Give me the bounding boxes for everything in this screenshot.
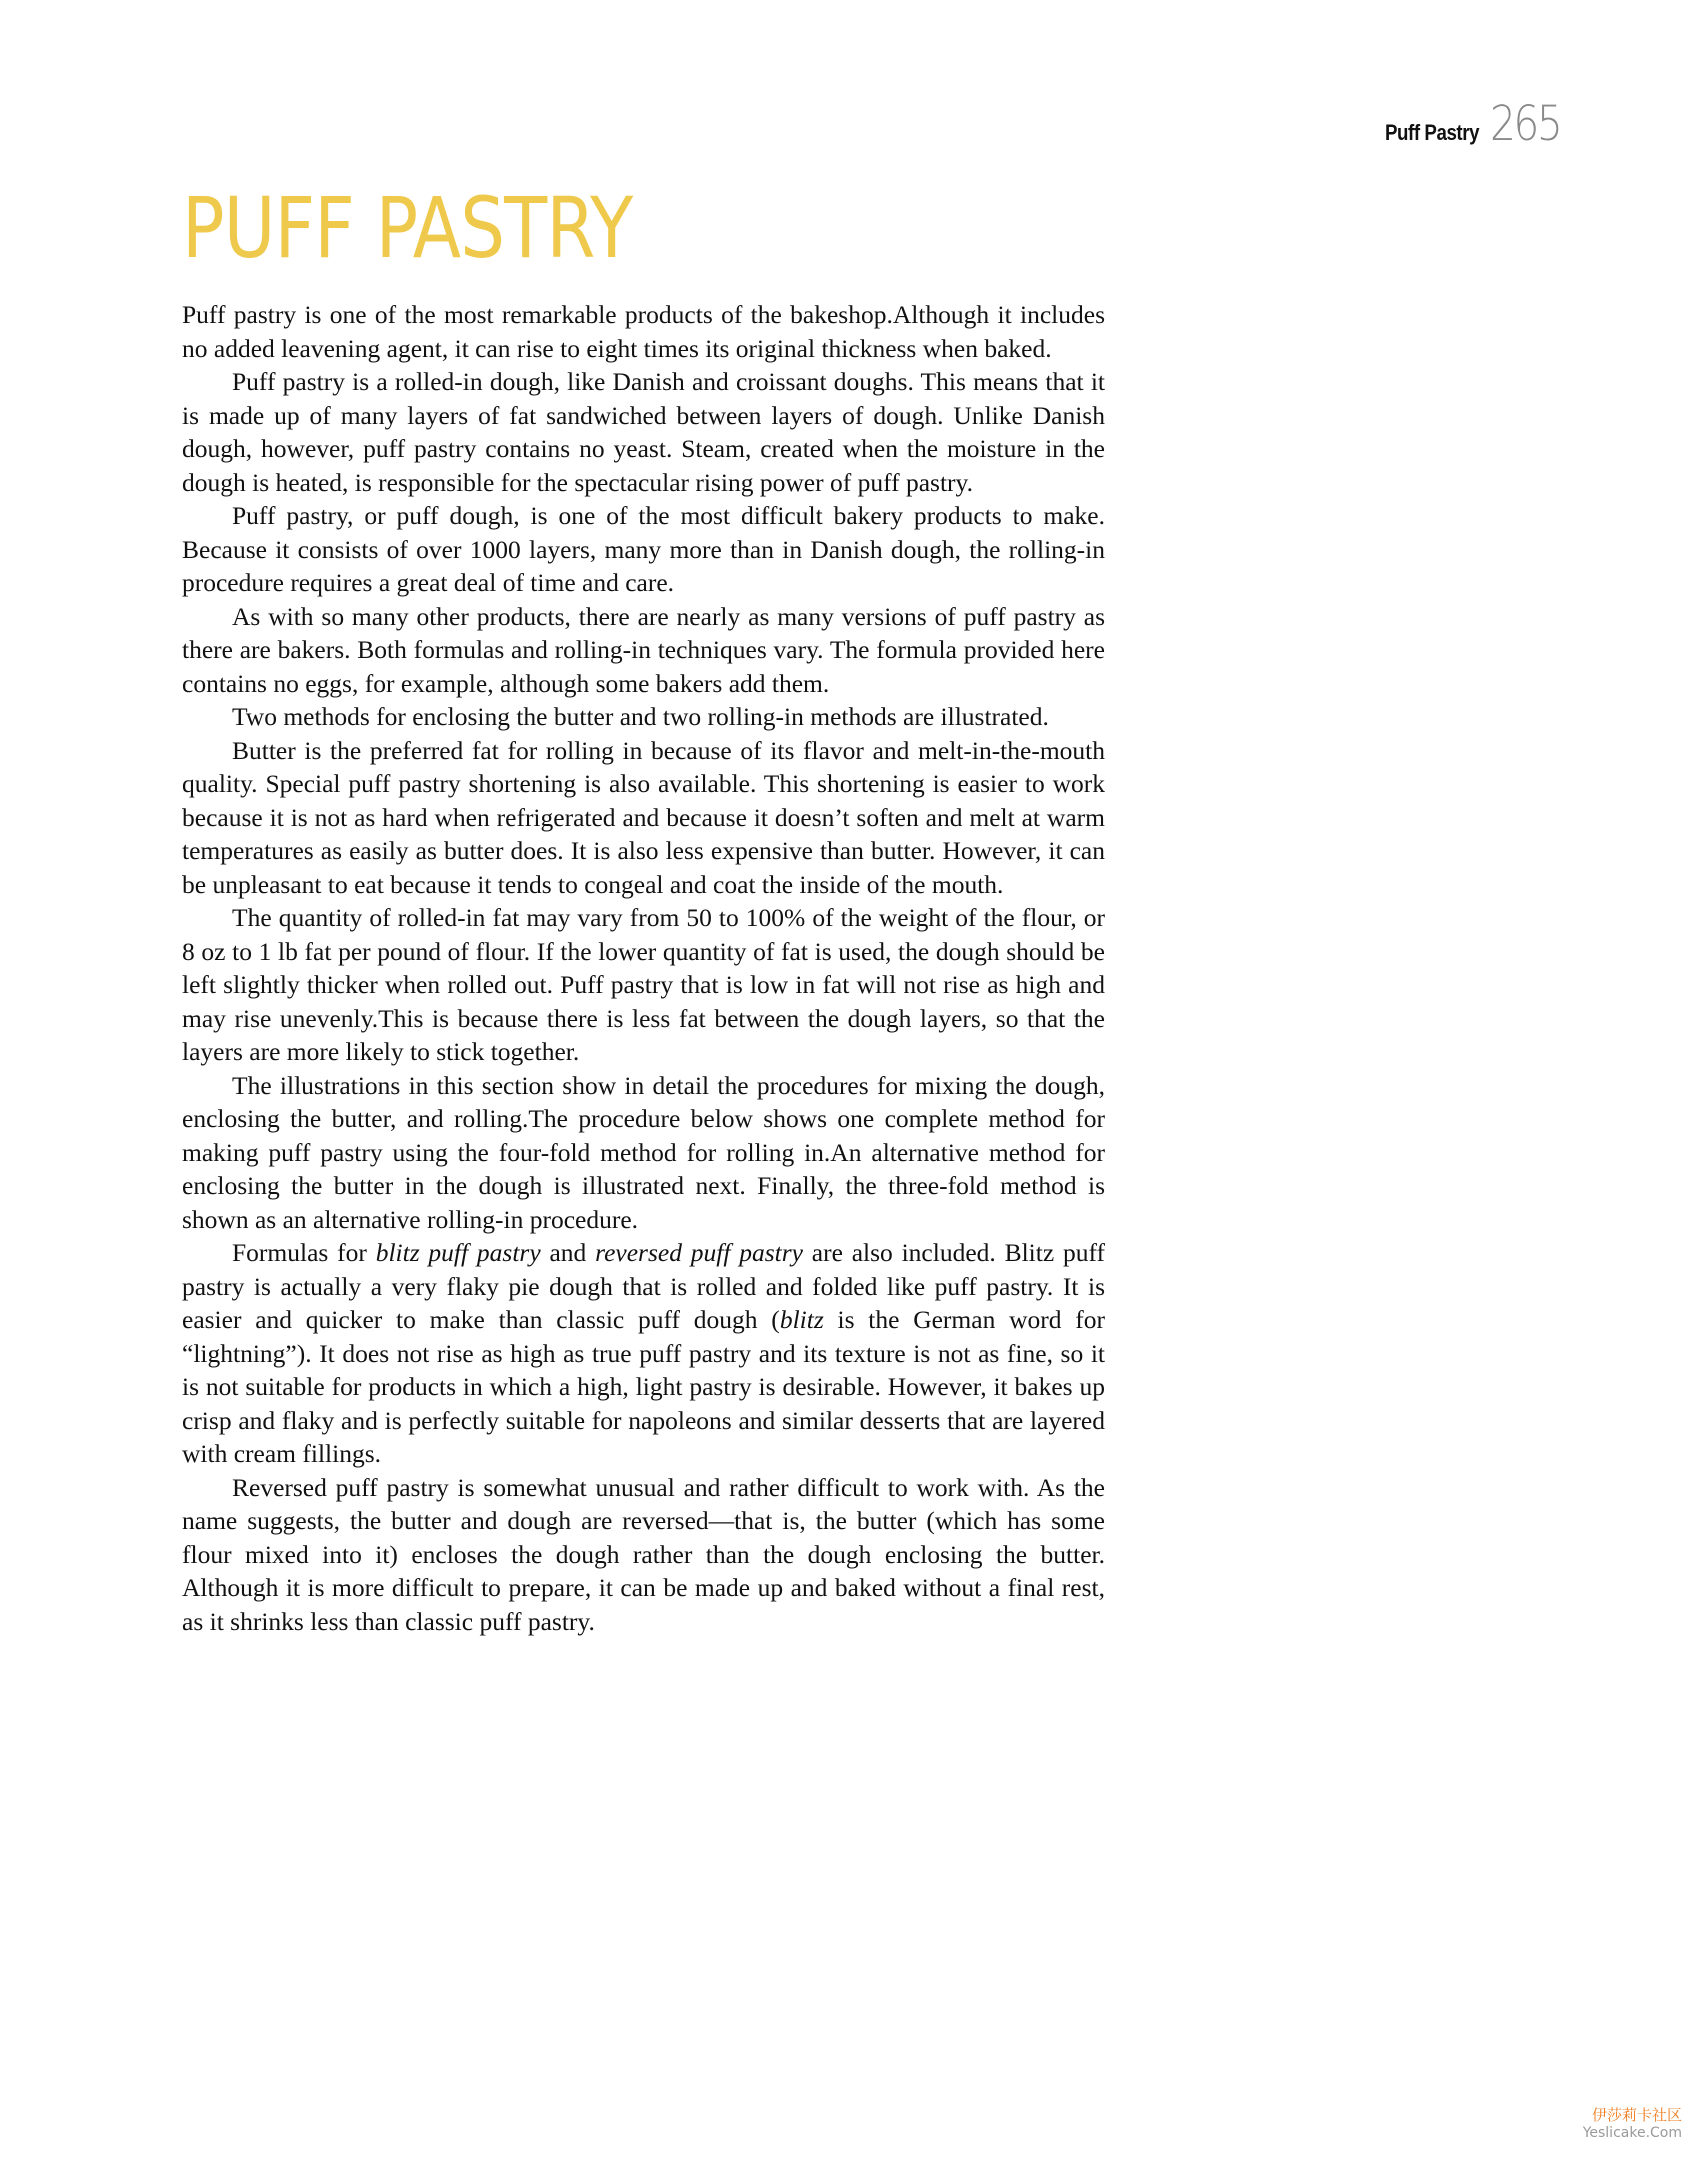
body-text — [182, 298, 1105, 1638]
paragraph — [182, 365, 1105, 499]
paragraph-text: Puff pastry, or puff dough, is one of the most difficult bakery products to make. Because it consists of over 1000 layers, many more than in Danish dough, the rolling-in procedure requires a great deal of time and care. — [182, 501, 1105, 597]
paragraph — [182, 1471, 1105, 1639]
paragraph — [182, 499, 1105, 600]
paragraph — [182, 600, 1105, 701]
watermark-chinese-text: 伊莎莉卡社区 — [1591, 2106, 1682, 2124]
paragraph-text: are also included. Blitz puff pastry is actually a very flaky pie dough that is rolled and folded like puff pastry. It is easier and quicker to make than classic puff dough ( — [182, 1238, 1105, 1334]
paragraph-text: is the German word for “lightning”). It does not rise as high as true puff pastry and its texture is not as fine, so it is not suitable for products in which a high, light pastry is desirable. However, it bakes up crisp and flaky and is perfectly suitable for napoleons and similar desserts that are layered with cream fillings. — [182, 1305, 1105, 1468]
italic-term: reversed puff pastry — [595, 1238, 803, 1267]
paragraph-text: Butter is the preferred fat for rolling in because of its flavor and melt-in-the-mouth quality. Special puff pastry shortening is also available. This shortening is easier to work because it is not as hard when refrigerated and because it doesn’t soften and melt at warm temperatures as easily as butter does. It is also less expensive than butter. However, it can be unpleasant to eat because it tends to congeal and coat the inside of the mouth. — [182, 735, 1105, 899]
paragraph-text: As with so many other products, there are nearly as many versions of puff pastry as there are bakers. Both formulas and rolling-in techniques vary. The formula provided here contains no eggs, for example, although some bakers add them. — [182, 601, 1105, 698]
page-number: 265 — [1489, 96, 1560, 152]
paragraph — [182, 1069, 1105, 1237]
paragraph-text: Puff pastry is one of the most remarkable products of the bakeshop.Although it includes no added leavening agent, it can rise to eight times its original thickness when baked. — [182, 300, 1105, 363]
paragraph — [182, 1236, 1105, 1471]
italic-term: blitz puff pastry — [375, 1238, 541, 1267]
paragraph — [182, 734, 1105, 902]
paragraph-text: Formulas for — [232, 1238, 376, 1267]
paragraph-text: and — [540, 1238, 596, 1267]
chapter-title: PUFF PASTRY — [182, 179, 633, 277]
paragraph-text: Two methods for enclosing the butter and two rolling-in methods are illustrated. — [232, 702, 1049, 731]
running-head — [1385, 96, 1578, 152]
running-title: Puff Pastry — [1385, 120, 1480, 145]
paragraph-text: The illustrations in this section show in detail the procedures for mixing the dough, enclosing the butter, and rolling.The procedure below shows one complete method for making puff pastry using the four-fold method for rolling in.An alternative method for enclosing the butter in the dough is illustrated next. Finally, the three-fold method is shown as an alternative rolling-in procedure. — [182, 1070, 1105, 1234]
paragraph-text: Reversed puff pastry is somewhat unusual and rather difficult to work with. As the name suggests, the butter and dough are reversed—that is, the butter (which has some flour mixed into it) encloses the dough rather than the dough enclosing the butter. Although it is more difficult to prepare, it can be made up and baked without a final rest, as it shrinks less than classic puff pastry. — [182, 1472, 1105, 1636]
paragraph — [182, 700, 1105, 734]
italic-term: blitz — [779, 1305, 824, 1334]
paragraph-text: The quantity of rolled-in fat may vary from 50 to 100% of the weight of the flour, or 8 oz to 1 lb fat per pound of flour. If the lower quantity of fat is used, the dough should be left slightly thicker when rolled out. Puff pastry that is low in fat will not rise as high and may rise unevenly.This is because there is less fat between the dough layers, so that the layers are more likely to stick together. — [182, 903, 1105, 1066]
paragraph — [182, 298, 1105, 365]
paragraph — [182, 901, 1105, 1069]
watermark — [1576, 2106, 1682, 2142]
paragraph-text: Puff pastry is a rolled-in dough, like Danish and croissant doughs. This means that it is made up of many layers of fat sandwiched between layers of dough. Unlike Danish dough, however, puff pastry contains no yeast. Steam, created when the moisture in the dough is heated, is responsible for the spectacular rising power of puff pastry. — [182, 367, 1105, 497]
watermark-site-text: Yeslicake.Com — [1582, 2125, 1682, 2141]
